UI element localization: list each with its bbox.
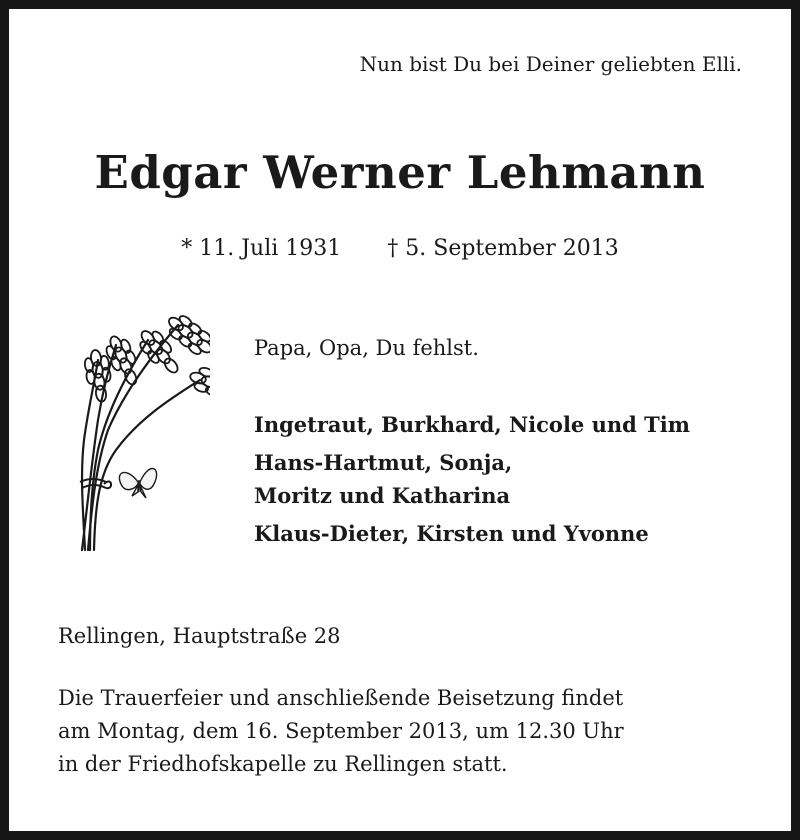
mourners-line: Moritz und Katharina [254, 483, 511, 508]
life-dates [0, 236, 800, 261]
wheat-sheaf-with-butterfly-icon [68, 300, 210, 556]
mourners-list [254, 408, 690, 550]
farewell-message: Papa, Opa, Du fehlst. [254, 336, 479, 360]
death-date: † 5. September 2013 [387, 236, 619, 261]
deceased-name: Edgar Werner Lehmann [94, 146, 706, 199]
ceremony-line: am Montag, dem 16. September 2013, um 12.30 Uhr [58, 719, 624, 743]
birth-date: * 11. Juli 1931 [181, 236, 342, 261]
mourners-line: Ingetraut, Burkhard, Nicole und Tim [254, 412, 690, 437]
ceremony-line: in der Friedhofskapelle zu Rellingen statt. [58, 752, 508, 776]
family-address: Rellingen, Hauptstraße 28 [58, 624, 341, 648]
ceremony-details [58, 682, 624, 781]
mourners-line: Hans-Hartmut, Sonja, [254, 450, 513, 475]
mourners-line: Klaus-Dieter, Kirsten und Yvonne [254, 521, 649, 546]
ceremony-line: Die Trauerfeier und anschließende Beisetzung findet [58, 686, 624, 710]
epitaph-quote: Nun bist Du bei Deiner geliebten Elli. [359, 52, 742, 76]
